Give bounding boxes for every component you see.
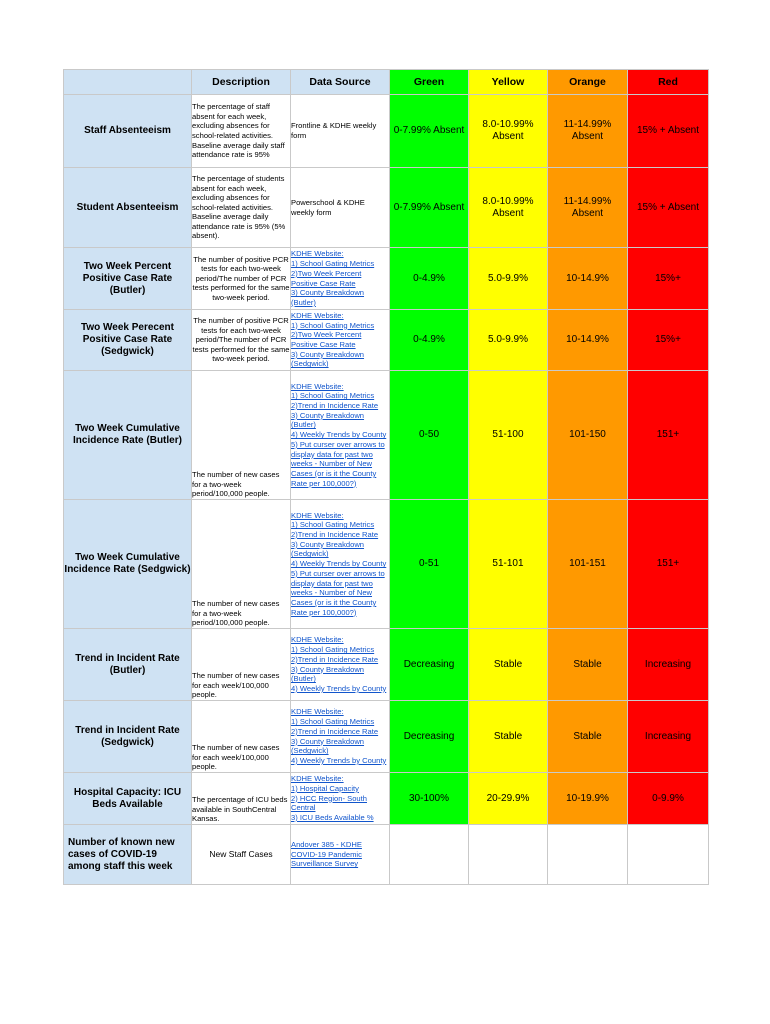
percent-positive-link[interactable]: 2)Two Week Percent Positive Case Rate [291, 268, 362, 288]
red-threshold: 15%+ [628, 248, 709, 310]
data-source-cell [291, 825, 390, 885]
table-row [64, 701, 709, 773]
metric-label: Student Absenteeism [64, 168, 192, 248]
description-cell: New Staff Cases [192, 825, 291, 885]
red-threshold: 0-9.9% [628, 773, 709, 825]
green-threshold: 0-51 [390, 500, 469, 629]
kdhe-website-link[interactable]: KDHE Website: [291, 707, 344, 717]
description-cell: The number of new cases for each week/100,000 people. [192, 701, 291, 773]
kdhe-website-link[interactable]: KDHE Website: [291, 381, 344, 391]
kdhe-website-link[interactable]: KDHE Website: [291, 249, 344, 259]
metric-label: Hospital Capacity: ICU Beds Available [64, 773, 192, 825]
table-row [64, 371, 709, 500]
table-row [64, 95, 709, 168]
school-gating-metrics-link[interactable]: 1) School Gating Metrics [291, 717, 375, 727]
table-row [64, 168, 709, 248]
school-gating-metrics-link[interactable]: 1) School Gating Metrics [291, 391, 375, 401]
percent-positive-link[interactable]: 2)Two Week Percent Positive Case Rate [291, 330, 362, 349]
yellow-threshold: 20-29.9% [469, 773, 548, 825]
county-breakdown-link[interactable]: 3) County Breakdown (Sedgwick) [291, 349, 365, 369]
orange-threshold: 101-150 [548, 371, 628, 500]
orange-threshold: Stable [548, 629, 628, 701]
icu-beds-link[interactable]: 3) ICU Beds Available % [291, 813, 374, 823]
metric-label: Trend in Incident Rate (Sedgwick) [64, 701, 192, 773]
yellow-threshold: 8.0-10.99% Absent [469, 95, 548, 168]
red-threshold: 15% + Absent [628, 95, 709, 168]
weekly-trends-link[interactable]: 4) Weekly Trends by County [291, 430, 387, 440]
metrics-table [63, 69, 709, 885]
description-cell: The number of new cases for a two-week period/100,000 people. [192, 371, 291, 500]
yellow-threshold: 51-101 [469, 500, 548, 629]
orange-threshold: 11-14.99% Absent [548, 95, 628, 168]
weekly-trends-link[interactable]: 4) Weekly Trends by County [291, 683, 387, 693]
metric-label: Staff Absenteeism [64, 95, 192, 168]
description-cell: The percentage of students absent for each week, excluding absences for school-related activities. Baseline average daily attendance rate is 95% (5% absent). [192, 168, 291, 248]
kdhe-website-link[interactable]: KDHE Website: [291, 774, 344, 784]
incidence-trend-link[interactable]: 2)Trend in Incidence Rate [291, 726, 379, 736]
data-source-cell [291, 248, 390, 310]
kdhe-website-link[interactable]: KDHE Website: [291, 310, 344, 320]
table-row [64, 500, 709, 629]
arrows-instruction-link[interactable]: 5) Put curser over arrows to display data for past two weeks - Number of New Cases (or is it the County Rate per 100,000?) [291, 439, 385, 488]
arrows-instruction-link[interactable]: 5) Put curser over arrows to display data for past two weeks - Number of New Cases (or is it the County Rate per 100,000?) [291, 568, 385, 617]
data-source-cell [291, 773, 390, 825]
school-gating-metrics-link[interactable]: 1) School Gating Metrics [291, 259, 375, 269]
description-cell: The number of positive PCR tests for each two-week period/The number of PCR tests performed for the same two-week period. [192, 310, 291, 371]
county-breakdown-link[interactable]: 3) County Breakdown (Butler) [291, 288, 365, 307]
orange-threshold [548, 825, 628, 885]
data-source-cell [291, 95, 390, 168]
green-threshold: Decreasing [390, 629, 469, 701]
school-gating-metrics-link[interactable]: 1) School Gating Metrics [291, 320, 375, 330]
data-source-cell [291, 310, 390, 371]
green-threshold [390, 825, 469, 885]
green-threshold: 0-7.99% Absent [390, 168, 469, 248]
green-threshold: 0-50 [390, 371, 469, 500]
green-threshold: 0-7.99% Absent [390, 95, 469, 168]
yellow-threshold: Stable [469, 701, 548, 773]
green-threshold: 0-4.9% [390, 310, 469, 371]
data-source-cell [291, 500, 390, 629]
header-data-source: Data Source [291, 70, 390, 95]
description-cell: The number of new cases for each week/100,000 people. [192, 629, 291, 701]
red-threshold: 151+ [628, 371, 709, 500]
orange-threshold: 10-14.9% [548, 248, 628, 310]
incidence-trend-link[interactable]: 2)Trend in Incidence Rate [291, 530, 379, 540]
header-orange: Orange [548, 70, 628, 95]
yellow-threshold: 5.0-9.9% [469, 310, 548, 371]
yellow-threshold: 8.0-10.99% Absent [469, 168, 548, 248]
table-row [64, 248, 709, 310]
data-source-cell [291, 371, 390, 500]
metric-label: Trend in Incident Rate (Butler) [64, 629, 192, 701]
incidence-trend-link[interactable]: 2)Trend in Incidence Rate [291, 401, 379, 411]
kdhe-website-link[interactable]: KDHE Website: [291, 635, 344, 645]
county-breakdown-link[interactable]: 3) County Breakdown (Butler) [291, 664, 365, 684]
incidence-trend-link[interactable]: 2)Trend in Incidence Rate [291, 654, 379, 664]
hospital-capacity-link[interactable]: 1) Hospital Capacity [291, 783, 359, 793]
header-yellow: Yellow [469, 70, 548, 95]
orange-threshold: Stable [548, 701, 628, 773]
header-corner [64, 70, 192, 95]
weekly-trends-link[interactable]: 4) Weekly Trends by County [291, 559, 387, 569]
red-threshold: 151+ [628, 500, 709, 629]
header-green: Green [390, 70, 469, 95]
header-row [64, 70, 709, 95]
metric-label: Two Week Perecent Positive Case Rate (Sedgwick) [64, 310, 192, 371]
table-row [64, 773, 709, 825]
surveillance-survey-link[interactable]: Andover 385 - KDHE COVID-19 Pandemic Surveillance Survey [291, 839, 362, 869]
weekly-trends-link[interactable]: 4) Weekly Trends by County [291, 755, 387, 765]
metric-label: Two Week Percent Positive Case Rate (Butler) [64, 248, 192, 310]
orange-threshold: 11-14.99% Absent [548, 168, 628, 248]
school-gating-metrics-link[interactable]: 1) School Gating Metrics [291, 645, 375, 655]
data-source-cell [291, 629, 390, 701]
red-threshold: Increasing [628, 701, 709, 773]
metric-label: Number of known new cases of COVID-19 among staff this week [64, 825, 192, 885]
red-threshold: 15% + Absent [628, 168, 709, 248]
county-breakdown-link[interactable]: 3) County Breakdown (Butler) [291, 410, 365, 430]
green-threshold: 30-100% [390, 773, 469, 825]
description-cell: The percentage of ICU beds available in SouthCentral Kansas. [192, 773, 291, 825]
yellow-threshold: 51-100 [469, 371, 548, 500]
red-threshold [628, 825, 709, 885]
data-source-text: Powerschool & KDHE weekly form [291, 197, 365, 217]
description-cell: The number of new cases for a two-week period/100,000 people. [192, 500, 291, 629]
school-gating-metrics-link[interactable]: 1) School Gating Metrics [291, 520, 375, 530]
table-row [64, 629, 709, 701]
green-threshold: 0-4.9% [390, 248, 469, 310]
data-source-cell [291, 168, 390, 248]
hcc-region-link[interactable]: 2) HCC Region- South Central [291, 793, 367, 813]
orange-threshold: 101-151 [548, 500, 628, 629]
red-threshold: 15%+ [628, 310, 709, 371]
county-breakdown-link[interactable]: 3) County Breakdown (Sedgwick) [291, 736, 365, 756]
green-threshold: Decreasing [390, 701, 469, 773]
kdhe-website-link[interactable]: KDHE Website: [291, 510, 344, 520]
header-red: Red [628, 70, 709, 95]
yellow-threshold [469, 825, 548, 885]
table-row [64, 825, 709, 885]
orange-threshold: 10-19.9% [548, 773, 628, 825]
header-description: Description [192, 70, 291, 95]
orange-threshold: 10-14.9% [548, 310, 628, 371]
county-breakdown-link[interactable]: 3) County Breakdown (Sedgwick) [291, 539, 365, 559]
yellow-threshold: 5.0-9.9% [469, 248, 548, 310]
red-threshold: Increasing [628, 629, 709, 701]
table-row [64, 310, 709, 371]
description-cell: The percentage of staff absent for each week, excluding absences for school-related activities. Baseline average daily staff attendance rate is 95% [192, 95, 291, 168]
metric-label: Two Week Cumulative Incidence Rate (Sedgwick) [64, 500, 192, 629]
data-source-text: Frontline & KDHE weekly form [291, 121, 377, 140]
metric-label: Two Week Cumulative Incidence Rate (Butler) [64, 371, 192, 500]
description-cell: The number of positive PCR tests for each two-week period/The number of PCR tests performed for the same two-week period. [192, 248, 291, 310]
data-source-cell [291, 701, 390, 773]
yellow-threshold: Stable [469, 629, 548, 701]
